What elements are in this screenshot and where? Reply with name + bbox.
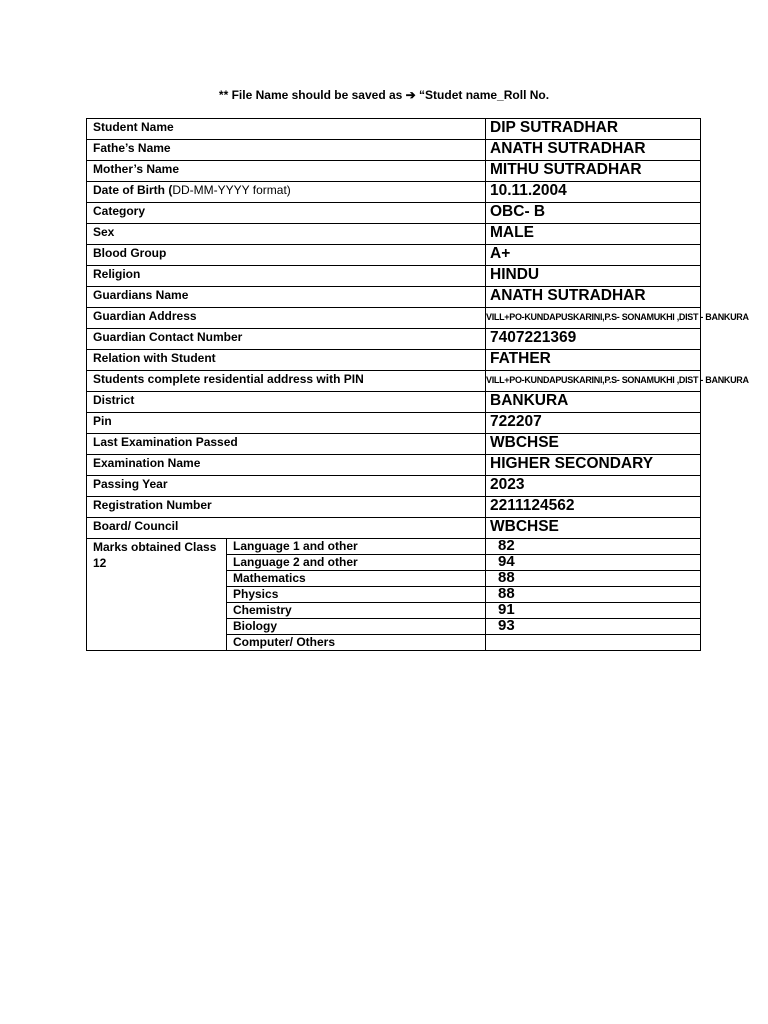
form-row: [87, 518, 701, 539]
field-label-text: Examination Name: [93, 456, 201, 470]
subject-marks: 91: [486, 603, 701, 619]
field-label: [87, 308, 486, 329]
field-label: [87, 434, 486, 455]
field-value: WBCHSE: [486, 518, 701, 539]
subject-marks: 93: [486, 619, 701, 635]
form-row: [87, 497, 701, 518]
field-value: 2023: [486, 476, 701, 497]
field-value: 2211124562: [486, 497, 701, 518]
form-row: [87, 392, 701, 413]
field-label: [87, 161, 486, 182]
field-value: ANATH SUTRADHAR: [486, 287, 701, 308]
field-label: [87, 329, 486, 350]
details-table: [86, 118, 749, 651]
field-label-text: Passing Year: [93, 477, 168, 491]
subject-name: Computer/ Others: [227, 635, 486, 651]
field-label: [87, 140, 486, 161]
field-value: ANATH SUTRADHAR: [486, 140, 701, 161]
field-value: DIP SUTRADHAR: [486, 119, 701, 140]
field-label: [87, 392, 486, 413]
subject-name: Mathematics: [227, 571, 486, 587]
subject-marks: 88: [486, 587, 701, 603]
field-label-text: Blood Group: [93, 246, 167, 260]
form-row: [87, 203, 701, 224]
field-label: [87, 245, 486, 266]
field-label: [87, 203, 486, 224]
field-value: 722207: [486, 413, 701, 434]
field-label: [87, 413, 486, 434]
form-row: [87, 119, 701, 140]
marks-heading: Marks obtained Class 12: [87, 539, 227, 651]
subject-marks: 82: [486, 539, 701, 555]
field-label: [87, 455, 486, 476]
form-row: [87, 350, 701, 371]
field-label: [87, 224, 486, 245]
form-row: [87, 371, 701, 392]
form-row: [87, 266, 701, 287]
field-label: [87, 266, 486, 287]
form-row: [87, 434, 701, 455]
subject-name: Physics: [227, 587, 486, 603]
field-label: [87, 119, 486, 140]
field-label: [87, 182, 486, 203]
field-value: 7407221369: [486, 329, 701, 350]
form-row: [87, 140, 701, 161]
field-label-text: Relation with Student: [93, 351, 216, 365]
field-label: [87, 371, 486, 392]
field-label-text: Category: [93, 204, 146, 218]
subject-name: Language 2 and other: [227, 555, 486, 571]
field-label-text: Last Examination Passed: [93, 435, 238, 449]
field-label-text: Mother’s Name: [93, 162, 180, 176]
subject-name: Biology: [227, 619, 486, 635]
field-value: A+: [486, 245, 701, 266]
field-label-text: Students complete residential address with PIN: [93, 372, 364, 386]
field-label-text: Date of Birth (: [93, 183, 173, 197]
form-row: [87, 161, 701, 182]
field-label-text: Guardians Name: [93, 288, 189, 302]
file-name-instruction: ** File Name should be saved as ➔ “Studet name_Roll No.: [218, 88, 550, 102]
form-row: [87, 329, 701, 350]
field-label: [87, 476, 486, 497]
field-label-text: Board/ Council: [93, 519, 179, 533]
field-value: HIGHER SECONDARY: [486, 455, 701, 476]
field-value: FATHER: [486, 350, 701, 371]
student-details-form: [86, 118, 749, 651]
form-row: [87, 308, 701, 329]
form-row: [87, 224, 701, 245]
subject-marks: [486, 635, 701, 651]
field-label-text: Religion: [93, 267, 141, 281]
field-value: VILL+PO-KUNDAPUSKARINI,P.S- SONAMUKHI ,DIST - BANKURA: [486, 308, 701, 329]
form-row: [87, 245, 701, 266]
field-value: 10.11.2004: [486, 182, 701, 203]
field-label: [87, 287, 486, 308]
form-row: [87, 287, 701, 308]
field-label: [87, 497, 486, 518]
marks-row: [87, 539, 701, 555]
field-label-text: Registration Number: [93, 498, 212, 512]
field-label-text: Fathe’s Name: [93, 141, 171, 155]
subject-marks: 94: [486, 555, 701, 571]
field-label-text: Pin: [93, 414, 112, 428]
form-row: [87, 413, 701, 434]
field-value: WBCHSE: [486, 434, 701, 455]
subject-marks: 88: [486, 571, 701, 587]
field-label-text: Guardian Address: [93, 309, 197, 323]
field-label-text: Student Name: [93, 120, 174, 134]
field-value: HINDU: [486, 266, 701, 287]
subject-name: Language 1 and other: [227, 539, 486, 555]
field-value: OBC- B: [486, 203, 701, 224]
field-value: VILL+PO-KUNDAPUSKARINI,P.S- SONAMUKHI ,DIST - BANKURA: [486, 371, 701, 392]
field-value: MALE: [486, 224, 701, 245]
form-row: [87, 182, 701, 203]
field-value: MITHU SUTRADHAR: [486, 161, 701, 182]
subject-name: Chemistry: [227, 603, 486, 619]
field-value: BANKURA: [486, 392, 701, 413]
field-label: [87, 518, 486, 539]
field-label-text: Guardian Contact Number: [93, 330, 243, 344]
field-label: [87, 350, 486, 371]
date-format-hint: DD-MM-YYYY format): [172, 183, 291, 197]
form-row: [87, 455, 701, 476]
field-label-text: Sex: [93, 225, 115, 239]
field-label-text: District: [93, 393, 135, 407]
form-row: [87, 476, 701, 497]
